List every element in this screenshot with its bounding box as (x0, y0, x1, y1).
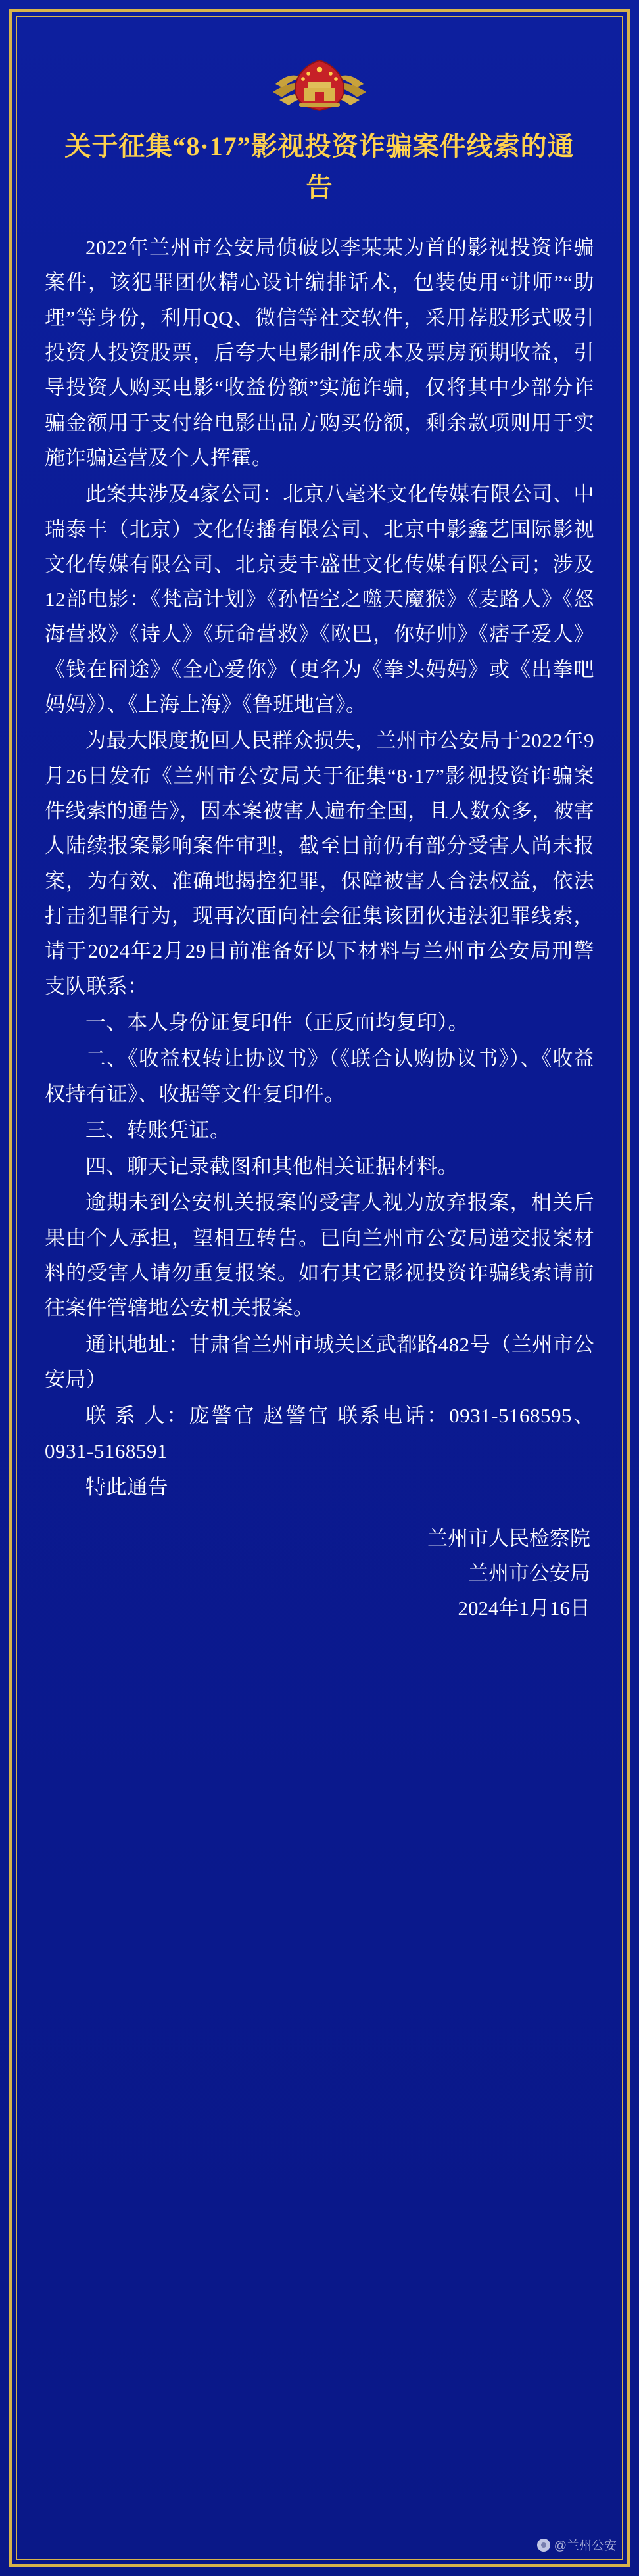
document-content (13, 14, 626, 1691)
paragraph-case-summary: 2022年兰州市公安局侦破以李某某为首的影视投资诈骗案件，该犯罪团伙精心设计编排话术，包装使用“讲师”“助理”等身份，利用QQ、微信等社交软件，采用荐股形式吸引投资人投资股票，后夸大电影制作成本及票房预期收益，引导投资人购买电影“收益份额”实施诈骗，仅将其中少部分诈骗金额用于支付给电影出品方购买份额，剩余款项则用于实施诈骗运营及个人挥霍。 (45, 236, 594, 469)
source-watermark (537, 2536, 617, 2554)
signature-line-date: 2024年1月16日 (458, 1596, 590, 1620)
paragraph-mailing-address: 通讯地址：甘肃省兰州市城关区武都路482号（兰州市公安局） (45, 1332, 594, 1391)
signature-block (45, 1522, 594, 1626)
paragraph-requirement-1: 一、本人身份证复印件（正反面均复印）。 (85, 1010, 469, 1034)
signature-line-police: 兰州市公安局 (468, 1561, 590, 1585)
document-body (45, 230, 594, 1505)
paragraph-deadline-notice: 逾期未到公安机关报案的受害人视为放弃报案，相关后果由个人承担，望相互转告。已向兰州市公安局递交报案材料的受害人请勿重复报案。如有其它影视投资诈骗线索请前往案件管辖地公安机关报案。 (45, 1191, 594, 1320)
source-watermark-label: @兰州公安 (554, 2539, 617, 2553)
paragraph-call-for-clues: 为最大限度挽回人民群众损失，兰州市公安局于2022年9月26日发布《兰州市公安局关于征集“8·17”影视投资诈骗案件线索的通告》，因本案被害人遍布全国，且人数众多，被害人陆续报案影响案件审理，截至目前仍有部分受害人尚未报案，为有效、准确地揭控犯罪，保障被害人合法权益，依法打击犯罪行为，现再次面向社会征集该团伙违法犯罪线索，请于2024年2月29日前准备好以下材料与兰州市公安局刑警支队联系： (45, 729, 594, 998)
weibo-icon (537, 2539, 550, 2552)
paragraph-requirement-4: 四、聊天记录截图和其他相关证据材料。 (85, 1155, 458, 1179)
paragraph-companies-and-films: 此案共涉及4家公司：北京八毫米文化传媒有限公司、中瑞泰丰（北京）文化传播有限公司、北京中影鑫艺国际影视文化传媒有限公司、北京麦丰盛世文化传媒有限公司；涉及12部电影：《梵高计划》《孙悟空之噬天魔猴》《麦路人》《怒海营救》《诗人》《玩命营救》《欧巴，你好帅》《痞子爱人》《钱在囧途》《全心爱你》（更名为《拳头妈妈》或《出拳吧妈妈》）、《上海上海》《鲁班地宫》。 (45, 482, 594, 716)
paragraph-closing: 特此通告 (85, 1475, 168, 1499)
paragraph-requirement-2: 二、《收益权转让协议书》（《联合认购协议书》）、《收益权持有证》、收据等文件复印件。 (45, 1047, 594, 1106)
signature-line-procuratorate: 兰州市人民检察院 (427, 1527, 590, 1551)
document-title: 关于征集“8·17”影视投资诈骗案件线索的通告 (64, 131, 575, 202)
paragraph-requirement-3: 三、转账凭证。 (85, 1118, 231, 1142)
emblem-container (45, 51, 594, 112)
china-national-emblem-icon (270, 51, 369, 112)
paragraph-contact-info: 联 系 人：庞警官 赵警官 联系电话：0931-5168595、0931-5168591 (45, 1404, 594, 1463)
bottom-spacer (45, 1626, 594, 1665)
